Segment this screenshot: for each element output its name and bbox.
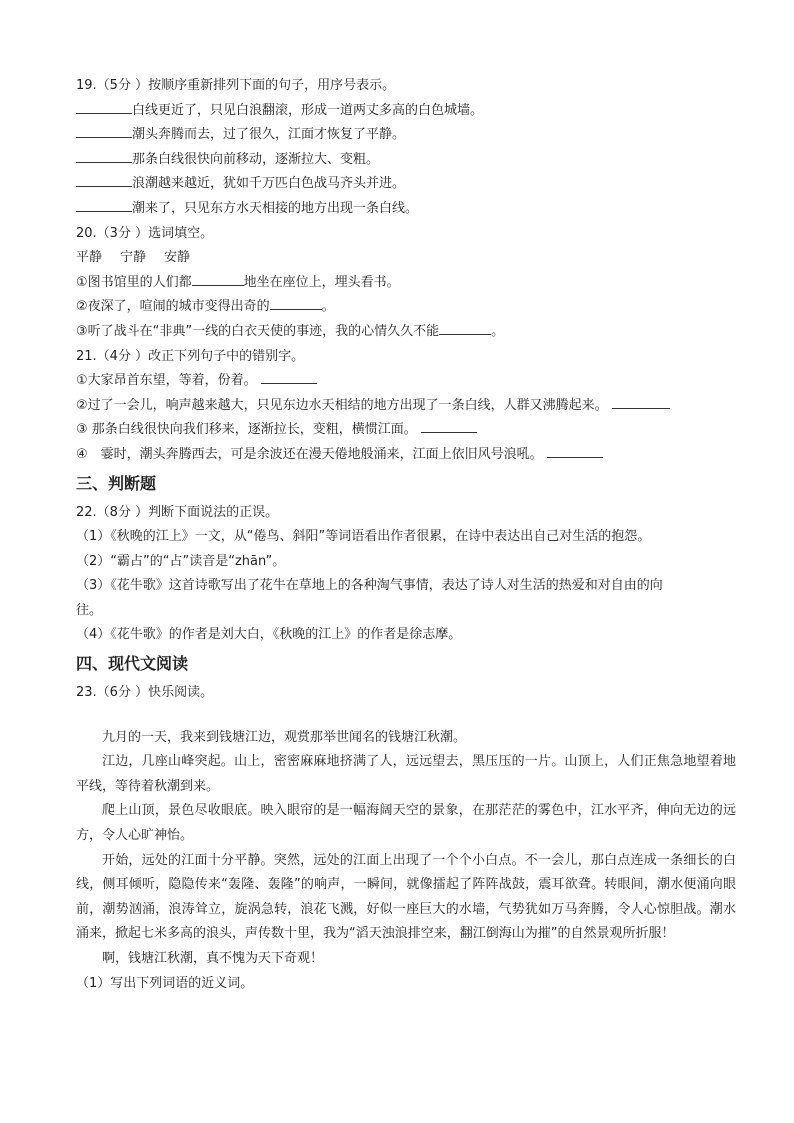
q20-sentence-2: ②夜深了，喧闹的城市变得出奇的 。 [76, 299, 335, 315]
q20-sentence-1: ①图书馆里的人们都 地坐在座位上，埋头看书。 [76, 274, 400, 290]
q19-item-1: 白线更近了，只见白浪翻滚，形成一道两丈多高的白色城墙。 [76, 99, 736, 124]
answer-blank[interactable] [76, 199, 132, 212]
q22-title: 22.（8分 ）判断下面说法的正误。 [76, 504, 279, 520]
q20-sentence-3: ③听了战斗在“非典”一线的白衣天使的事迹，我的心情久久不能 。 [76, 323, 505, 339]
answer-blank[interactable] [192, 273, 244, 286]
q21-sentence-1: ①大家昂首东望，等着，份着。 [76, 369, 736, 394]
answer-blank[interactable] [439, 322, 491, 335]
section-heading-reading: 四、现代文阅读 [76, 654, 189, 674]
q21-title: 21.（4分 ）改正下列句子中的错别字。 [76, 348, 305, 364]
q19-item-3: 那条白线很快向前移动，逐渐拉大、变粗。 [76, 148, 736, 173]
answer-blank[interactable] [76, 125, 132, 138]
q21-sentence-4: ④ 霎时，潮头奔腾西去，可是余波还在漫天倦地般涌来，江面上依旧风号浪吼。 [76, 443, 736, 468]
answer-blank[interactable] [612, 396, 670, 409]
passage-paragraph-1: 九月的一天，我来到钱塘江边，观赏那举世闻名的钱塘江秋潮。 [102, 729, 467, 745]
passage-paragraph-2: 江边，几座山峰突起。山上，密密麻麻地挤满了人，远远望去，黑压压的一片。山顶上，人们正焦急地望着地平线，等待着秋潮到来。 [76, 754, 736, 794]
q19-item-5: 潮来了，只见东方水天相接的地方出现一条白线。 [76, 197, 736, 222]
document-page [76, 74, 736, 996]
word-choice: 平静 [76, 250, 103, 266]
q19-item-4: 浪潮越来越近，犹如千万匹白色战马齐头并进。 [76, 172, 736, 197]
passage-paragraph-3: 爬上山顶，景色尽收眼底。映入眼帘的是一幅海阔天空的景象，在那茫茫的雾色中，江水平齐，伸向无边的远方，令人心旷神怡。 [76, 803, 736, 844]
spacer [76, 706, 736, 726]
passage-paragraph-5: 啊，钱塘江秋潮，真不愧为天下奇观！ [102, 951, 324, 966]
q22-statement-2: （2）“霸占”的“占”读音是“zhān”。 [76, 553, 286, 569]
q22-statement-3-cont: 往。 [76, 602, 103, 618]
q21-sentence-2: ②过了一会儿，响声越来越大，只见东边水天相结的地方出现了一条白线，人群又沸腾起来。 [76, 394, 736, 419]
q23-title: 23.（6分 ）快乐阅读。 [76, 685, 214, 701]
answer-blank[interactable] [76, 101, 132, 114]
answer-blank[interactable] [261, 371, 317, 384]
q20-title: 20.（3分 ）选词填空。 [76, 225, 214, 241]
section-heading-judgment: 三、判断题 [76, 473, 157, 493]
answer-blank[interactable] [547, 445, 603, 458]
q19-title: 19.（5分 ）按顺序重新排列下面的句子，用序号表示。 [76, 78, 396, 93]
answer-blank[interactable] [421, 420, 477, 433]
answer-blank[interactable] [270, 297, 322, 310]
q22-statement-1: （1）《秋晚的江上》一文，从“倦鸟、斜阳”等词语看出作者很累，在诗中表达出自己对生活的抱怨。 [76, 529, 651, 545]
word-choice: 安静 [164, 250, 191, 266]
q21-sentence-3: ③ 那条白线很快向我们移来，逐渐拉长，变粗，横惯江面。 [76, 418, 736, 443]
q22-statement-4: （4）《花牛歌》的作者是刘大白，《秋晚的江上》的作者是徐志摩。 [76, 627, 462, 643]
answer-blank[interactable] [76, 174, 132, 187]
q22-statement-3: （3）《花牛歌》这首诗歌写出了花牛在草地上的各种淘气事情，表达了诗人对生活的热爱和对自由的向 [76, 578, 663, 594]
q19-item-2: 潮头奔腾而去，过了很久，江面才恢复了平静。 [76, 123, 736, 148]
passage-paragraph-4: 开始，远处的江面十分平静。突然，远处的江面上出现了一个个小白点。不一会儿，那白点连成一条细长的白线，侧耳倾听，隐隐传来“轰隆、轰隆”的响声，一瞬间，就像擂起了阵阵战鼓，震耳欲聋。转眼间，潮水便涌向眼前，潮势汹涌，浪涛耸立，旋涡急转，浪花飞溅，好似一座巨大的水墙，气势犹如万马奔腾，令人心惊胆战。潮水涌来，掀起七米多高的浪头，声传数十里，我为“滔天浊浪排空来，翻江倒海山为摧”的自然景观所折服！ [76, 852, 736, 942]
q20-word-choices [76, 246, 736, 271]
word-choice: 宁静 [120, 250, 147, 266]
answer-blank[interactable] [76, 150, 132, 163]
q23-subquestion-1: （1）写出下列词语的近义词。 [76, 975, 254, 991]
